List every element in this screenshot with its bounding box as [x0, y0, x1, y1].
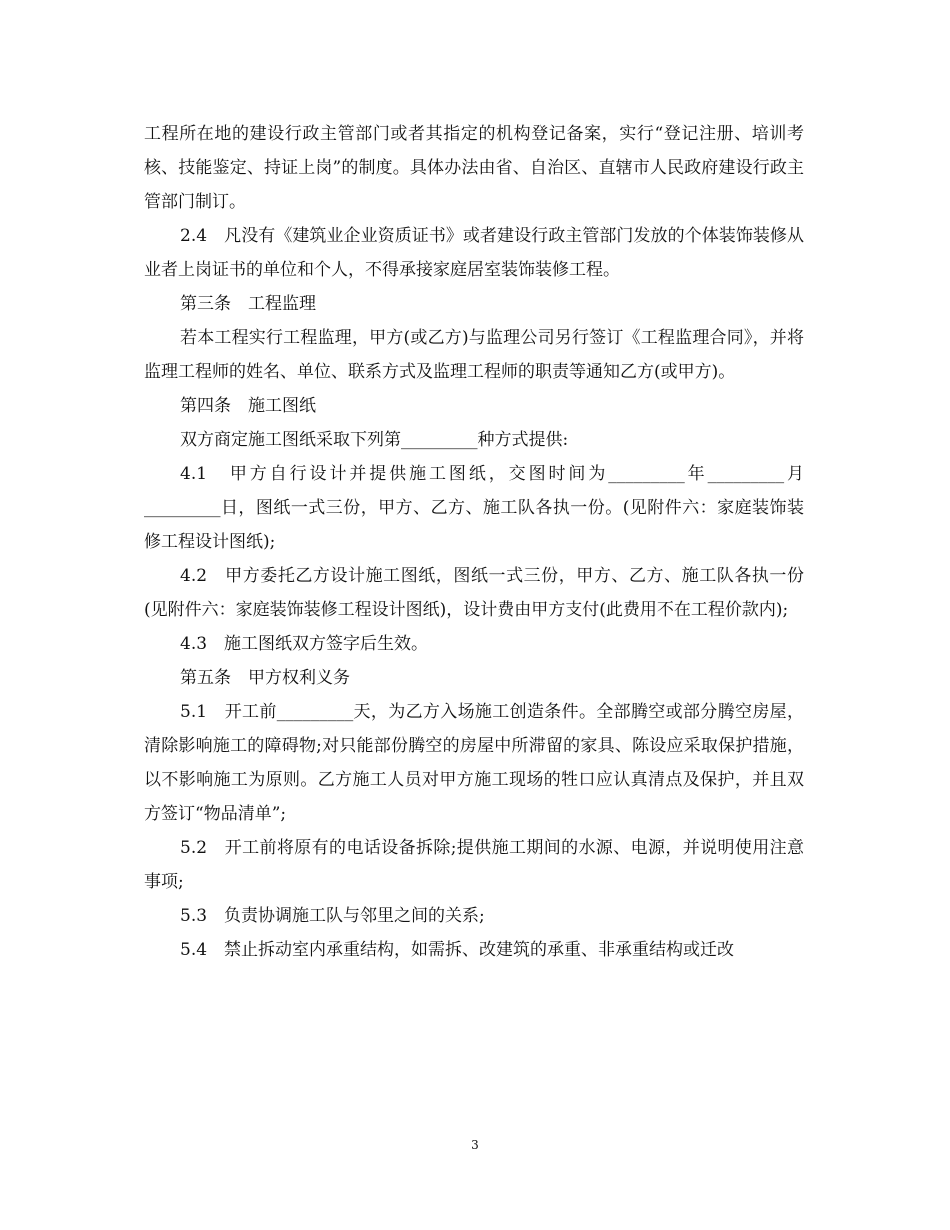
section-heading-3: 第三条 工程监理	[180, 294, 316, 314]
clause-4-1: 4.1 甲方自行设计并提供施工图纸，交图时间为_________年_________月_________日，图纸一式三份，甲方、乙方、施工队各执一份。(见附件六：家庭装饰装修工程设计图纸);	[144, 464, 804, 552]
paragraph-2: 2.4 凡没有《建筑业企业资质证书》或者建设行政主管部门发放的个体装饰装修从业者上岗证书的单位和个人，不得承接家庭居室装饰装修工程。	[144, 226, 804, 280]
paragraph-1: 工程所在地的建设行政主管部门或者其指定的机构登记备案，实行“登记注册、培训考核、技能鉴定、持证上岗”的制度。具体办法由省、自治区、直辖市人民政府建设行政主管部门制订。	[144, 124, 804, 212]
section-heading-5: 第五条 甲方权利义务	[180, 668, 350, 688]
clause-5-1: 5.1 开工前_________天，为乙方入场施工创造条件。全部腾空或部分腾空房屋，清除影响施工的障碍物;对只能部份腾空的房屋中所滞留的家具、陈设应采取保护措施，以不影响施工为原则。乙方施工人员对甲方施工现场的牲口应认真清点及保护，并且双方签订“物品清单”;	[144, 702, 804, 824]
paragraph-6: 双方商定施工图纸采取下列第_________种方式提供:	[180, 430, 569, 450]
section-heading-4: 第四条 施工图纸	[180, 396, 316, 416]
paragraph-4: 若本工程实行工程监理，甲方(或乙方)与监理公司另行签订《工程监理合同》，并将监理工程师的姓名、单位、联系方式及监理工程师的职责等通知乙方(或甲方)。	[144, 328, 804, 382]
clause-5-2: 5.2 开工前将原有的电话设备拆除;提供施工期间的水源、电源，并说明使用注意事项;	[144, 838, 804, 892]
clause-4-3: 4.3 施工图纸双方签字后生效。	[180, 634, 429, 654]
clause-4-2: 4.2 甲方委托乙方设计施工图纸，图纸一式三份，甲方、乙方、施工队各执一份(见附件六：家庭装饰装修工程设计图纸)，设计费由甲方支付(此费用不在工程价款内);	[144, 566, 804, 620]
document-body	[144, 117, 804, 967]
page-number: 3	[471, 1138, 479, 1152]
clause-5-3: 5.3 负责协调施工队与邻里之间的关系;	[180, 906, 485, 926]
clause-5-4: 5.4 禁止拆动室内承重结构，如需拆、改建筑的承重、非承重结构或迁改	[180, 940, 735, 960]
